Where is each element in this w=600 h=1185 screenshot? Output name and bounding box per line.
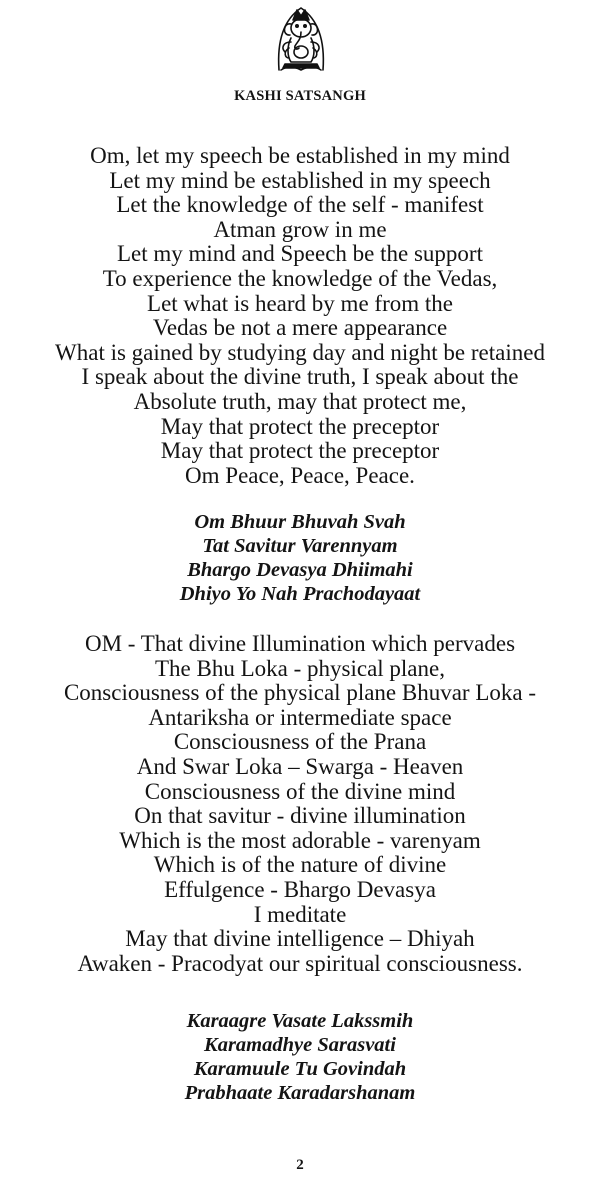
verse-line: Effulgence - Bhargo Devasya: [164, 876, 436, 902]
verse-line: Which is the most adorable - varenyam: [119, 827, 481, 853]
mantra-line: Prabhaate Karadarshanam: [184, 1082, 416, 1104]
gayatri-mantra: [0, 510, 600, 606]
page-number: 2: [296, 1157, 304, 1173]
verse-line: Vedas be not a mere appearance: [152, 315, 448, 341]
verse-line: Absolute truth, may that protect me,: [133, 388, 467, 414]
gayatri-meaning: [0, 632, 600, 976]
verse-line: Consciousness of the physical plane Bhuvar Loka -: [63, 680, 537, 706]
verse-line: Awaken - Pracodyat our spiritual consciousness.: [77, 950, 523, 976]
mantra-line: Bhargo Devasya Dhiimahi: [187, 559, 413, 581]
mantra-line: Karamuule Tu Govindah: [193, 1058, 407, 1080]
verse-line: I speak about the divine truth, I speak about the: [81, 364, 519, 390]
verse-line: The Bhu Loka - physical plane,: [155, 655, 445, 681]
shanti-mantra-translation: [0, 144, 600, 488]
mantra-line: Karaagre Vasate Lakssmih: [186, 1010, 414, 1032]
verse-line: May that divine intelligence – Dhiyah: [125, 926, 475, 952]
mantra-line: Karamadhye Sarasvati: [204, 1034, 396, 1056]
verse-line: Consciousness of the Prana: [173, 729, 427, 755]
verse-line: To experience the knowledge of the Vedas,: [102, 265, 498, 291]
ganesha-emblem-icon: [273, 2, 329, 74]
verse-line: Let my mind be established in my speech: [109, 167, 491, 193]
verse-line: Let the knowledge of the self - manifest: [116, 192, 484, 218]
verse-line: May that protect the preceptor: [160, 413, 440, 439]
verse-line: OM - That divine Illumination which pervades: [84, 631, 516, 656]
organization-name: KASHI SATSANGH: [234, 88, 366, 104]
verse-line: Om Peace, Peace, Peace.: [185, 462, 415, 488]
verse-line: Consciousness of the divine mind: [144, 778, 456, 804]
mantra-line: Tat Savitur Varennyam: [202, 535, 398, 557]
mantra-line: Dhiyo Yo Nah Prachodayaat: [179, 583, 421, 605]
verse-line: Antariksha or intermediate space: [148, 704, 452, 730]
verse-line: On that savitur - divine illumination: [134, 803, 466, 829]
verse-line: Atman grow in me: [213, 216, 387, 242]
verse-line: I meditate: [253, 901, 347, 927]
mantra-line: Om Bhuur Bhuvah Svah: [194, 511, 406, 533]
karagre-mantra: [0, 1009, 600, 1105]
verse-line: Which is of the nature of divine: [153, 852, 447, 878]
verse-line: And Swar Loka – Swarga - Heaven: [136, 753, 464, 779]
verse-line: May that protect the preceptor: [160, 438, 440, 464]
verse-line: Om, let my speech be established in my mind: [90, 143, 510, 168]
verse-line: Let my mind and Speech be the support: [116, 241, 483, 267]
verse-line: Let what is heard by me from the: [147, 290, 453, 316]
verse-line: What is gained by studying day and night be retained: [55, 339, 545, 365]
